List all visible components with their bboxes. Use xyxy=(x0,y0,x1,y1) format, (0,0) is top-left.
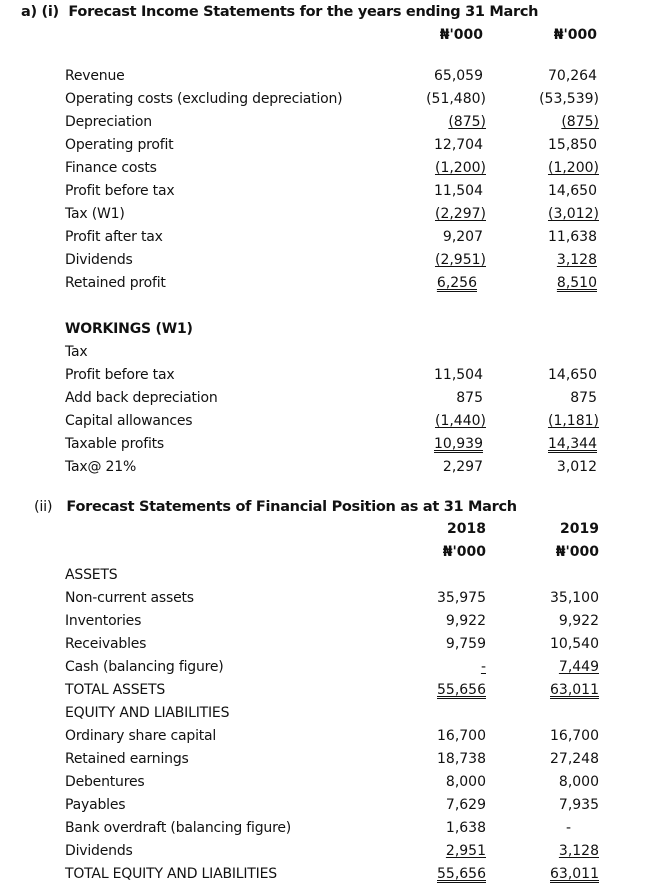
row-value-1: 8,000 xyxy=(445,774,486,790)
row-value-1: 2,951 xyxy=(445,843,486,859)
row-label: Tax (W1) xyxy=(65,206,125,222)
row-value-2: 875 xyxy=(570,390,597,406)
row-value-2: 3,128 xyxy=(556,252,597,268)
row-label: Bank overdraft (balancing figure) xyxy=(65,820,291,836)
row-value-1: 18,738 xyxy=(437,751,486,767)
row-label: Debentures xyxy=(65,774,145,790)
row-value-2: 3,128 xyxy=(558,843,599,859)
column-header-2: ₦'000 xyxy=(555,544,599,560)
row-value-2: 9,922 xyxy=(558,613,599,629)
part-ii-heading xyxy=(34,498,517,516)
row-value-2: 11,638 xyxy=(548,229,597,245)
row-value-2: (875) xyxy=(561,114,599,130)
row-value-1: 16,700 xyxy=(437,728,486,744)
row-label: Depreciation xyxy=(65,114,152,130)
assets-heading: ASSETS xyxy=(65,567,118,583)
row-label: Cash (balancing figure) xyxy=(65,659,224,675)
row-value-1: - xyxy=(480,659,486,675)
row-value-2: 16,700 xyxy=(550,728,599,744)
row-value-1: 9,759 xyxy=(445,636,486,652)
row-value-1: 55,656 xyxy=(437,682,486,698)
row-value-2: 14,650 xyxy=(548,367,597,383)
row-value-1: 2,297 xyxy=(442,459,483,475)
part-ii-prefix: (ii) xyxy=(34,499,53,515)
row-value-2: 63,011 xyxy=(550,682,599,698)
row-value-1: 55,656 xyxy=(437,866,486,882)
column-header-1: ₦'000 xyxy=(442,544,486,560)
row-label: Add back depreciation xyxy=(65,390,218,406)
row-value-2: - xyxy=(565,820,571,836)
row-value-1: 11,504 xyxy=(434,183,483,199)
row-label: Ordinary share capital xyxy=(65,728,217,744)
row-value-1: 12,704 xyxy=(434,137,483,153)
row-value-1: (1,200) xyxy=(434,160,486,176)
equity-heading: EQUITY AND LIABILITIES xyxy=(65,705,230,721)
row-value-1: 9,207 xyxy=(442,229,483,245)
row-value-2: 7,449 xyxy=(558,659,599,675)
row-label: Capital allowances xyxy=(65,413,193,429)
column-header-2: ₦'000 xyxy=(553,27,597,43)
row-value-2: 27,248 xyxy=(550,751,599,767)
row-value-2: 15,850 xyxy=(548,137,597,153)
row-label: Profit after tax xyxy=(65,229,163,245)
workings-heading: WORKINGS (W1) xyxy=(65,321,193,337)
column-header-1: ₦'000 xyxy=(439,27,483,43)
row-label: Finance costs xyxy=(65,160,157,176)
row-label: Payables xyxy=(65,797,126,813)
row-label: TOTAL ASSETS xyxy=(65,682,166,698)
row-label: Tax@ 21% xyxy=(65,459,137,475)
row-value-2: (53,539) xyxy=(539,91,599,107)
row-value-1: (51,480) xyxy=(426,91,486,107)
row-value-2: 63,011 xyxy=(550,866,599,882)
year-header-2: 2019 xyxy=(560,521,599,537)
row-value-1: 875 xyxy=(456,390,483,406)
row-label: TOTAL EQUITY AND LIABILITIES xyxy=(65,866,277,882)
row-value-1: (2,297) xyxy=(434,206,486,222)
row-value-1: (875) xyxy=(448,114,486,130)
row-value-2: 14,650 xyxy=(548,183,597,199)
row-value-2: 3,012 xyxy=(556,459,597,475)
row-label: Profit before tax xyxy=(65,367,175,383)
row-value-2: (1,181) xyxy=(547,413,599,429)
row-value-1: 10,939 xyxy=(434,436,483,452)
workings-subheading: Tax xyxy=(65,344,88,360)
row-label: Inventories xyxy=(65,613,142,629)
part-i-prefix: a) (i) xyxy=(21,4,59,20)
year-header-1: 2018 xyxy=(447,521,486,537)
row-label: Taxable profits xyxy=(65,436,165,452)
row-label: Receivables xyxy=(65,636,147,652)
row-value-2: 70,264 xyxy=(548,68,597,84)
row-label: Operating costs (excluding depreciation) xyxy=(65,91,343,107)
row-label: Retained earnings xyxy=(65,751,189,767)
row-value-2: 7,935 xyxy=(558,797,599,813)
row-label: Revenue xyxy=(65,68,125,84)
row-value-1: (1,440) xyxy=(434,413,486,429)
row-label: Dividends xyxy=(65,843,133,859)
row-value-1: 6,256 xyxy=(436,275,477,291)
row-value-2: (1,200) xyxy=(547,160,599,176)
part-i-heading xyxy=(21,3,538,21)
part-i-title: Forecast Income Statements for the years ending 31 March xyxy=(68,4,539,20)
row-value-2: (3,012) xyxy=(547,206,599,222)
row-value-1: 35,975 xyxy=(437,590,486,606)
row-label: Operating profit xyxy=(65,137,174,153)
row-label: Dividends xyxy=(65,252,133,268)
row-value-1: 7,629 xyxy=(445,797,486,813)
row-value-2: 35,100 xyxy=(550,590,599,606)
row-value-2: 8,000 xyxy=(558,774,599,790)
part-ii-title: Forecast Statements of Financial Position as at 31 March xyxy=(66,499,517,515)
row-value-2: 8,510 xyxy=(556,275,597,291)
row-label: Profit before tax xyxy=(65,183,175,199)
row-value-1: 65,059 xyxy=(434,68,483,84)
row-value-1: (2,951) xyxy=(434,252,486,268)
row-value-1: 1,638 xyxy=(445,820,486,836)
row-label: Retained profit xyxy=(65,275,166,291)
row-value-2: 14,344 xyxy=(548,436,597,452)
row-value-2: 10,540 xyxy=(550,636,599,652)
row-value-1: 11,504 xyxy=(434,367,483,383)
row-label: Non-current assets xyxy=(65,590,194,606)
row-value-1: 9,922 xyxy=(445,613,486,629)
